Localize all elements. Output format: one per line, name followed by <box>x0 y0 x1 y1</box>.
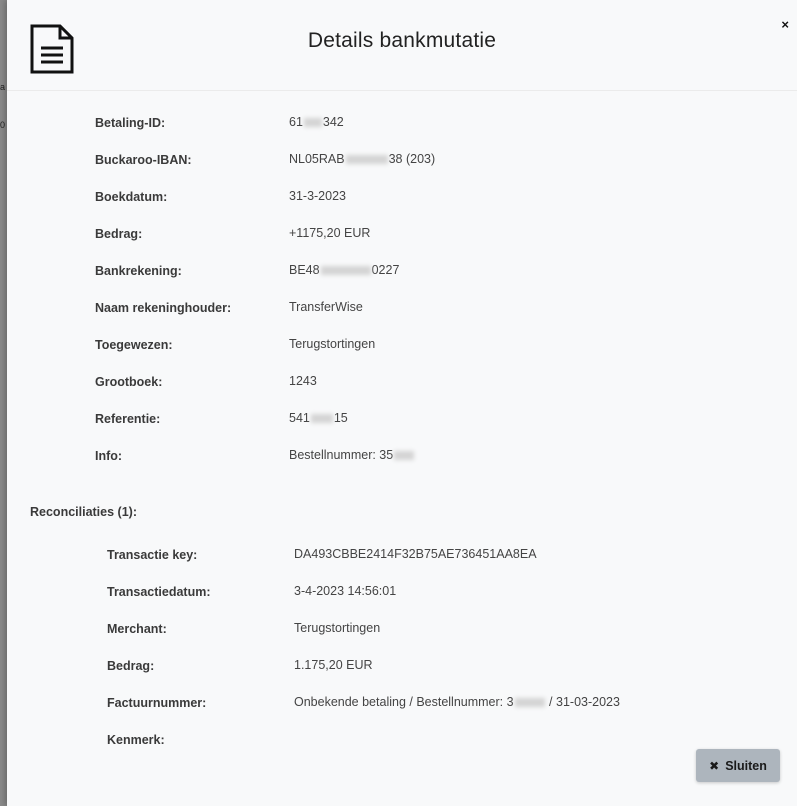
detail-label: Betaling-ID: <box>95 116 166 130</box>
modal-title: Details bankmutatie <box>307 29 497 52</box>
detail-row <box>107 619 767 656</box>
detail-value-text: DA493CBBE2414F32B75AE736451AA8EA <box>294 547 537 561</box>
detail-value <box>294 584 396 598</box>
detail-label: Naam rekeninghouder: <box>95 301 232 315</box>
detail-label: Bedrag: <box>95 227 143 241</box>
detail-label: Kenmerk: <box>107 733 165 747</box>
detail-label: Grootboek: <box>95 375 163 389</box>
detail-value <box>289 448 415 462</box>
detail-label: Bankrekening: <box>95 264 182 278</box>
detail-value-text: Terugstortingen <box>289 337 376 351</box>
close-button-label: Sluiten <box>725 758 767 773</box>
detail-value-text: Onbekende betaling / Bestellnummer: 3 <box>294 695 514 709</box>
detail-value <box>294 695 620 709</box>
detail-value-text: Terugstortingen <box>294 621 381 635</box>
detail-label: Transactie key: <box>107 548 198 562</box>
detail-value <box>289 300 363 314</box>
redacted-mask <box>515 698 545 707</box>
detail-value <box>294 658 373 672</box>
detail-label: Referentie: <box>95 412 161 426</box>
redacted-mask <box>311 414 333 423</box>
close-icon[interactable]: × <box>781 17 789 32</box>
detail-value-text: 31-3-2023 <box>289 189 346 203</box>
redacted-mask <box>304 118 322 127</box>
detail-row <box>107 582 767 619</box>
detail-value <box>289 411 348 425</box>
detail-value-suffix: / 31-03-2023 <box>545 695 620 709</box>
detail-value-suffix: 38 (203) <box>388 152 436 166</box>
detail-row <box>95 187 755 224</box>
header-divider <box>7 90 797 91</box>
detail-label: Boekdatum: <box>95 190 168 204</box>
redacted-mask <box>346 155 388 164</box>
detail-value-suffix: 342 <box>322 115 344 129</box>
detail-row <box>107 545 767 582</box>
detail-row <box>107 656 767 693</box>
detail-value <box>289 337 375 351</box>
redacted-mask <box>394 451 414 460</box>
detail-label: Info: <box>95 449 123 463</box>
detail-row <box>107 693 767 730</box>
detail-value <box>289 115 344 129</box>
detail-row <box>95 224 755 261</box>
detail-value-text: 61 <box>289 115 303 129</box>
detail-value-text: Bestellnummer: 35 <box>289 448 394 462</box>
detail-list <box>95 113 755 483</box>
detail-value-text: BE48 <box>289 263 320 277</box>
detail-label: Factuurnummer: <box>107 696 207 710</box>
detail-row <box>107 730 767 767</box>
detail-value-suffix: 0227 <box>371 263 400 277</box>
detail-label: Toegewezen: <box>95 338 173 352</box>
detail-value <box>294 621 380 635</box>
detail-row <box>95 372 755 409</box>
detail-value-suffix: 15 <box>333 411 348 425</box>
detail-value <box>289 226 370 240</box>
reconciliations-heading: Reconciliaties (1): <box>30 505 137 519</box>
reconciliation-list <box>107 545 767 767</box>
detail-value-text: NL05RAB <box>289 152 345 166</box>
background-page-edge: a 0 <box>0 82 6 130</box>
redacted-mask <box>321 266 371 275</box>
detail-value <box>294 547 537 561</box>
detail-label: Buckaroo-IBAN: <box>95 153 192 167</box>
close-button[interactable] <box>696 749 780 782</box>
detail-row <box>95 298 755 335</box>
times-icon: ✖ <box>709 758 720 773</box>
detail-label: Transactiedatum: <box>107 585 211 599</box>
detail-label: Bedrag: <box>107 659 155 673</box>
detail-value-text: +1175,20 EUR <box>289 226 371 240</box>
detail-row <box>95 409 755 446</box>
detail-row <box>95 150 755 187</box>
detail-row <box>95 113 755 150</box>
detail-value <box>289 263 399 277</box>
detail-value <box>289 152 435 166</box>
bank-transaction-details-modal <box>7 0 797 806</box>
detail-label: Merchant: <box>107 622 167 636</box>
detail-row <box>95 446 755 483</box>
detail-row <box>95 261 755 298</box>
detail-row <box>95 335 755 372</box>
detail-value-text: 541 <box>289 411 310 425</box>
detail-value-text: TransferWise <box>289 300 363 314</box>
detail-value-text: 1243 <box>289 374 317 388</box>
detail-value <box>289 189 346 203</box>
detail-value-text: 3-4-2023 14:56:01 <box>294 584 397 598</box>
detail-value-text: 1.175,20 EUR <box>294 658 373 672</box>
detail-value <box>289 374 317 388</box>
